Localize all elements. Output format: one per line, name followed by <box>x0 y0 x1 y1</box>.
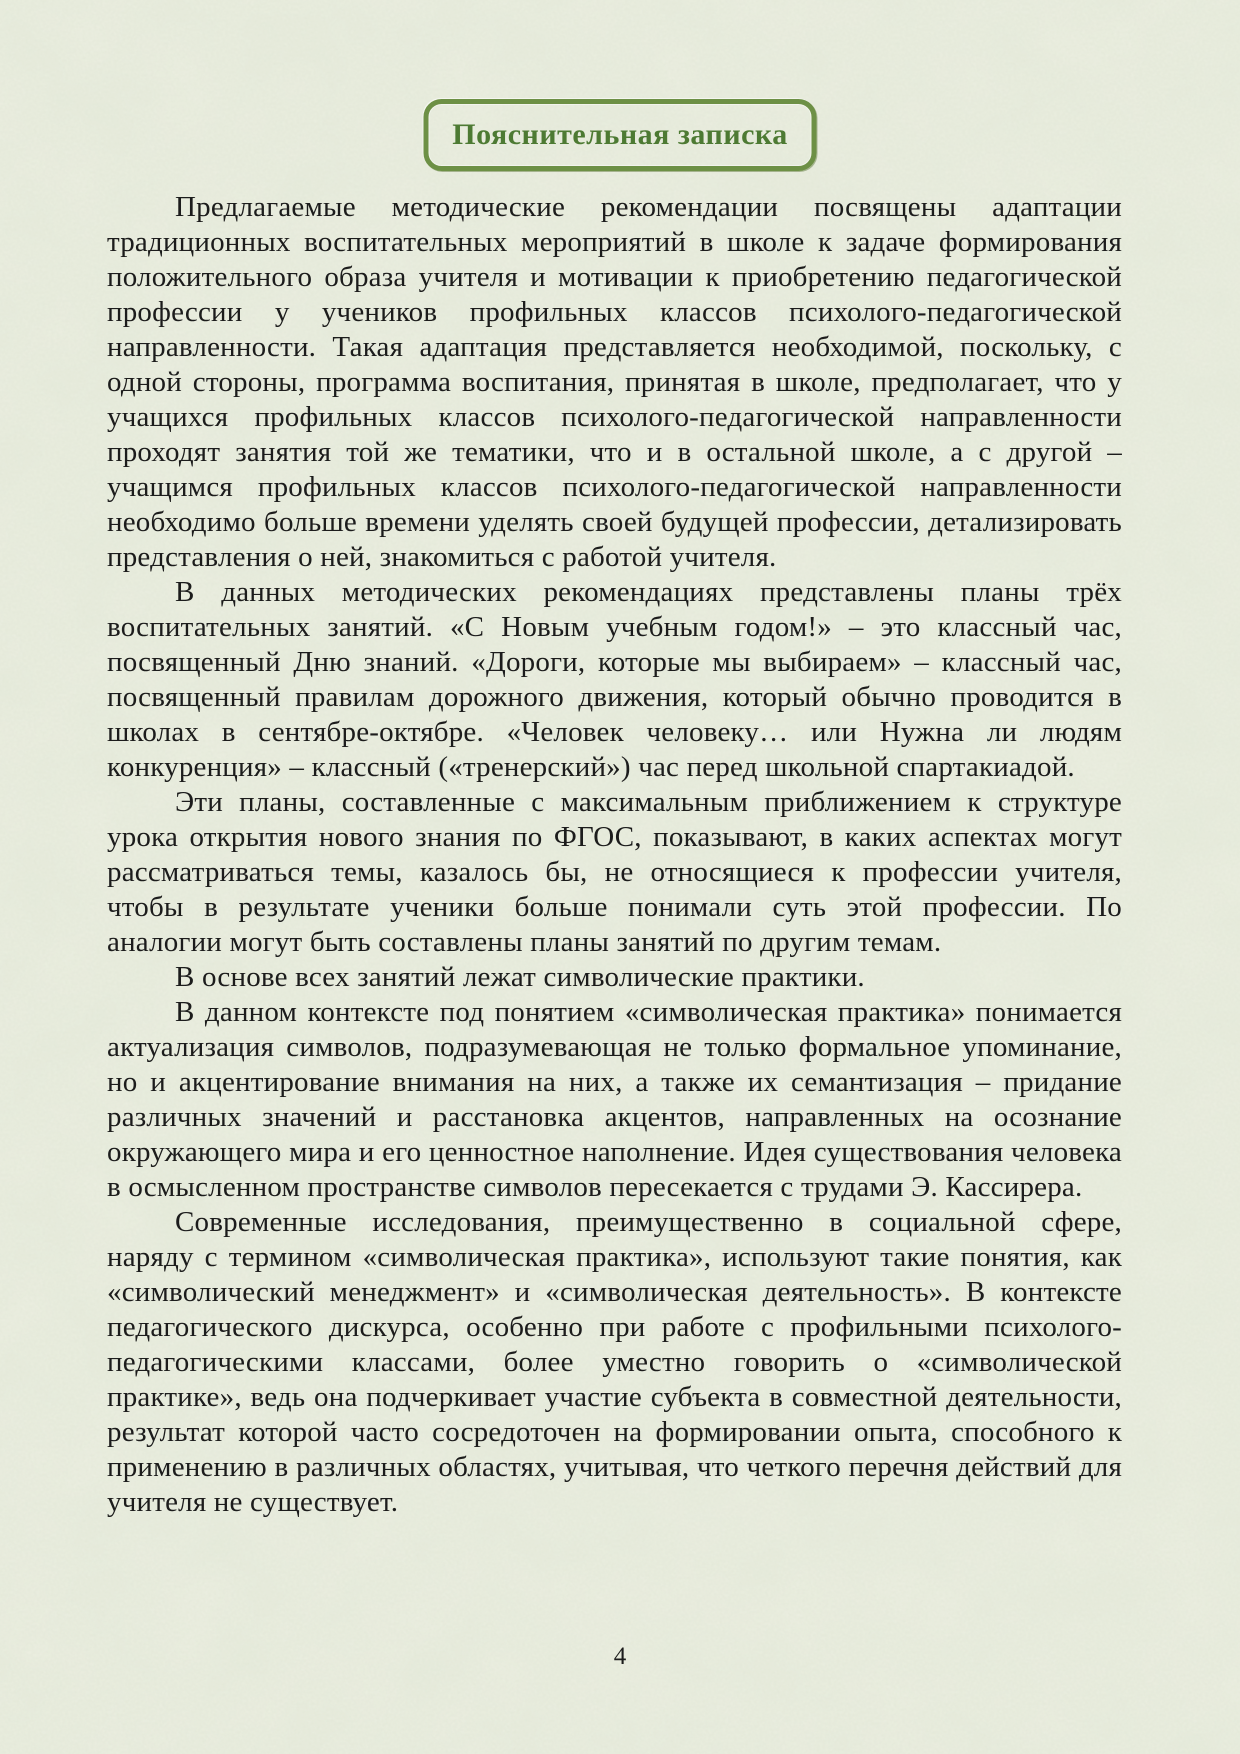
document-body <box>107 190 1122 1520</box>
body-paragraph: В данном контексте под понятием «символическая практика» понимается актуализация символов, подразумевающая не только формальное упоминание, но и акцентирование внимания на них, а также их семантизация – придание различных значений и расстановка акцентов, направленных на осознание окружающего мира и его ценностное наполнение. Идея существования человека в осмысленном пространстве символов пересекается с трудами Э. Кассирера. <box>107 996 1122 1203</box>
body-paragraph: Эти планы, составленные с максимальным приближением к структуре урока открытия нового знания по ФГОС, показывают, в каких аспектах могут рассматриваться темы, казалось бы, не относящиеся к профессии учителя, чтобы в результате ученики больше понимали суть этой профессии. По аналогии могут быть составлены планы занятий по другим темам. <box>107 786 1122 958</box>
page-number: 4 <box>613 1643 627 1670</box>
body-paragraph: Современные исследования, преимущественно в социальной сфере, наряду с термином «символическая практика», используют такие понятия, как «символический менеджмент» и «символическая деятельность». В контексте педагогического дискурса, особенно при работе с профильными психолого-педагогическими классами, более уместно говорить о «символической практике», ведь она подчеркивает участие субъекта в совместной деятельности, результат которой часто сосредоточен на формировании опыта, способного к применению в различных областях, учитывая, что четкого перечня действий для учителя не существует. <box>107 1206 1122 1518</box>
page-title: Пояснительная записка <box>452 118 788 151</box>
body-paragraph: В данных методических рекомендациях представлены планы трёх воспитательных занятий. «С Новым учебным годом!» – это классный час, посвященный Дню знаний. «Дороги, которые мы выбираем» – классный час, посвященный правилам дорожного движения, который обычно проводится в школах в сентябре-октябре. «Человек человеку… или Нужна ли людям конкуренция» – классный («тренерский») час перед школьной спартакиадой. <box>107 576 1122 783</box>
body-paragraph: В основе всех занятий лежат символические практики. <box>175 961 865 993</box>
body-paragraph: Предлагаемые методические рекомендации посвящены адаптации традиционных воспитательных мероприятий в школе к задаче формирования положительного образа учителя и мотивации к приобретению педагогической профессии у учеников профильных классов психолого-педагогической направленности. Такая адаптация представляется необходимой, поскольку, с одной стороны, программа воспитания, принятая в школе, предполагает, что у учащихся профильных классов психолого-педагогической направленности проходят занятия той же тематики, что и в остальной школе, а с другой – учащимся профильных классов психолого-педагогической направленности необходимо больше времени уделять своей будущей профессии, детализировать представления о ней, знакомиться с работой учителя. <box>107 191 1122 573</box>
title-box <box>424 99 817 171</box>
